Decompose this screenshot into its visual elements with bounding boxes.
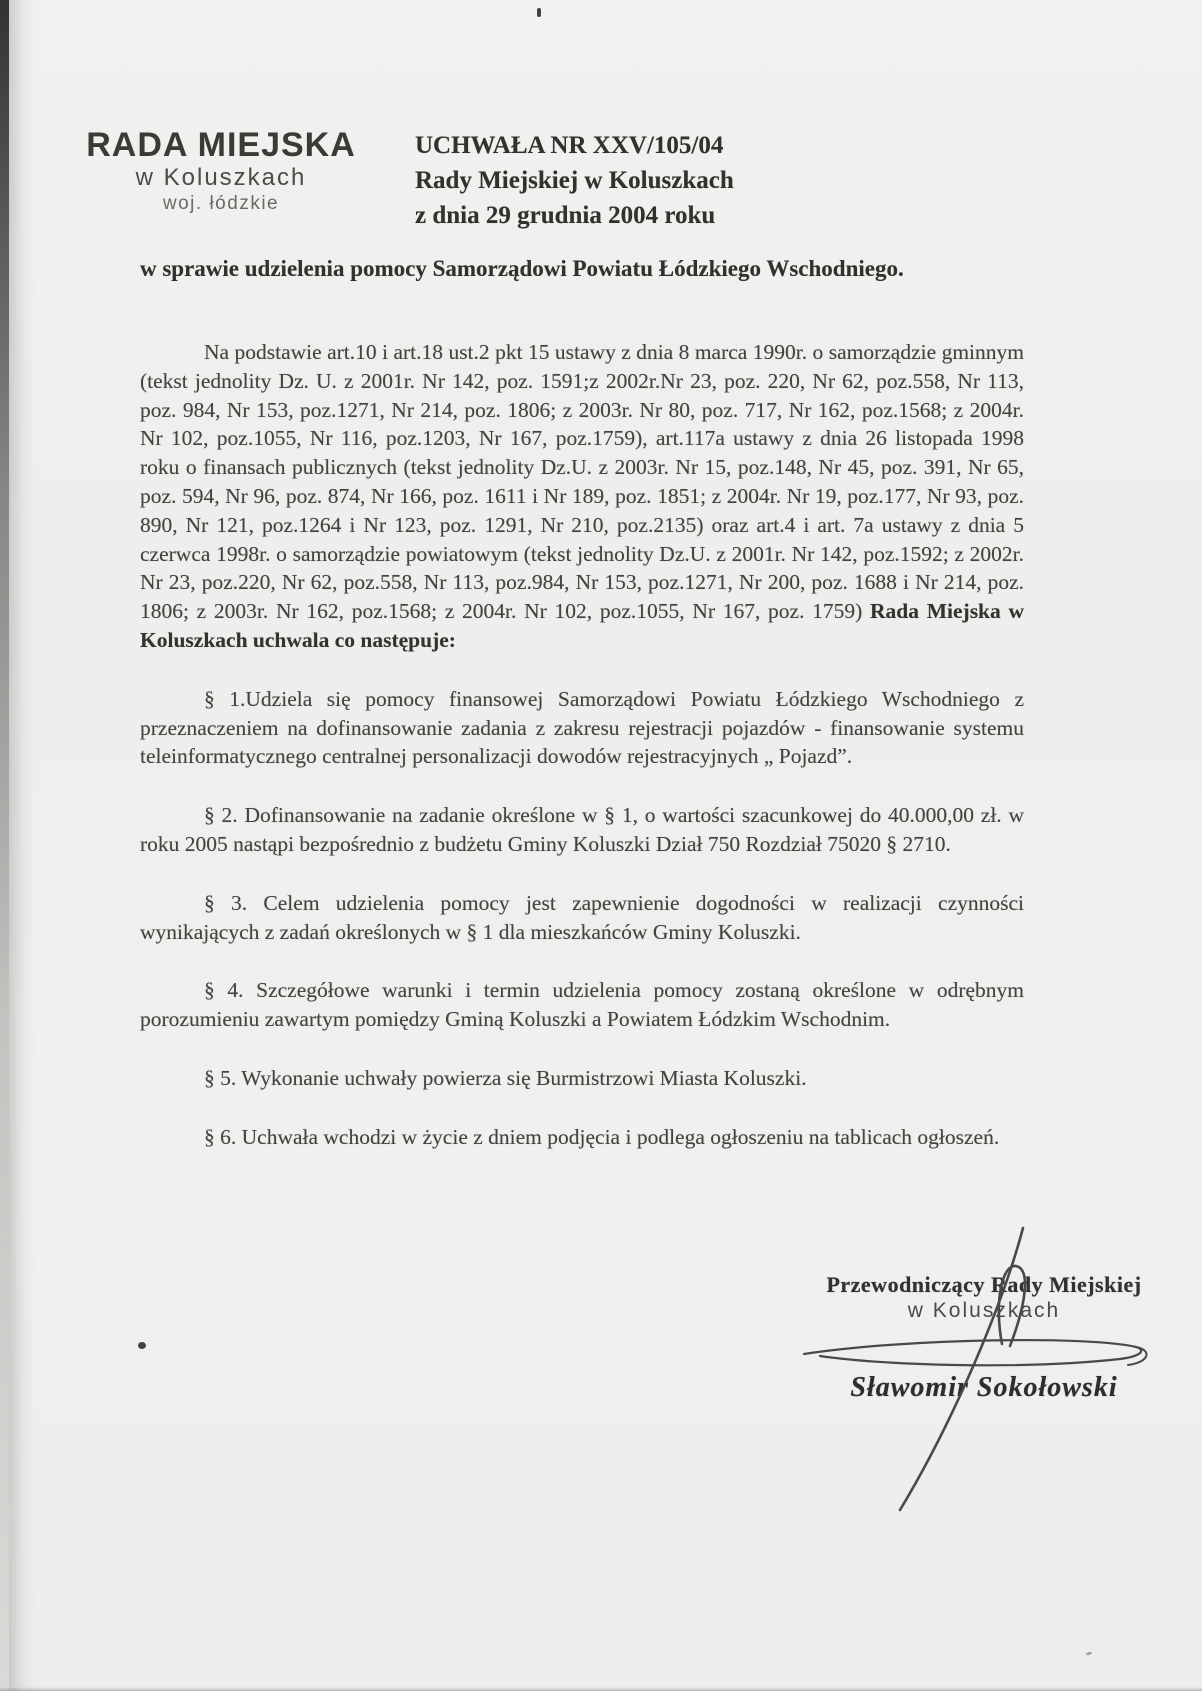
paragraph-3: § 3. Celem udzielenia pomocy jest zapewnienie dogodności w realizacji czynności wynikających z zadań określonych w § 1 dla mieszkańców Gminy Koluszki. <box>140 890 1024 944</box>
resolution-subject: w sprawie udzielenia pomocy Samorządowi Powiatu Łódzkiego Wschodniego. <box>140 256 904 281</box>
scan-speck <box>1086 1651 1093 1656</box>
signer-role-stamp: Przewodniczący Rady Miejskiej <box>826 1272 1142 1297</box>
paragraph-6: § 6. Uchwała wchodzi w życie z dniem podjęcia i podlega ogłoszeniu na tablicach ogłoszeń. <box>204 1124 1000 1149</box>
preamble-enacting-clause: Rada Miejska w Koluszkach uchwala co następuje: <box>140 599 1024 652</box>
resolution-date: z dnia 29 grudnia 2004 roku <box>415 202 716 229</box>
preamble-legal-basis: Na podstawie art.10 i art.18 ust.2 pkt 15 ustawy z dnia 8 marca 1990r. o samorządzie gminnym (tekst jednolity Dz. U. z 2001r. Nr 142, poz. 1591;z 2002r.Nr 23, poz. 220, Nr 62, poz.558, Nr 113, poz. 984, Nr 153, poz.1271, Nr 214, poz. 1806; z 2003r. Nr 80, poz. 717, Nr 162, poz.1568; z 2004r. Nr 102, poz.1055, Nr 116, poz.1203, Nr 167, poz.1759), art.117a ustawy z dnia 26 listopada 1998 roku o finansach publicznych (tekst jednolity Dz.U. z 2003r. Nr 15, poz.148, Nr 45, poz. 391, Nr 65, poz. 594, Nr 96, poz. 874, Nr 166, poz. 1611 i Nr 189, poz. 1851; z 2004r. Nr 19, poz.177, Nr 93, poz. 890, Nr 121, poz.1264 i Nr 123, poz. 1291, Nr 210, poz.2135) oraz art.4 i art. 7a ustawy z dnia 5 czerwca 1998r. o samorządzie powiatowym (tekst jednolity Dz.U. z 2001r. Nr 142, poz.1592; z 2002r. Nr 23, poz.220, Nr 62, poz.558, Nr 113, poz.984, Nr 153, poz.1271, Nr 200, poz. 1688 i Nr 214, poz. 1806; z 2003r. Nr 162, poz.1568; z 2004r. Nr 102, poz.1055, Nr 167, poz. 1759) <box>140 340 1024 624</box>
scan-speck <box>537 8 541 17</box>
paragraph-4: § 4. Szczegółowe warunki i termin udzielenia pomocy zostaną określone w odrębnym porozumieniu zawartym pomiędzy Gminą Koluszki a Powiatem Łódzkim Wschodnim. <box>140 978 1024 1032</box>
signer-name-stamp: Sławomir Sokołowski <box>850 1372 1118 1403</box>
resolution-body <box>140 338 1024 1182</box>
scan-edge-shadow-soft <box>9 0 35 1691</box>
resolution-title <box>415 128 835 233</box>
stamp-org-city: w Koluszkach <box>135 164 307 191</box>
paragraph-1: § 1.Udziela się pomocy finansowej Samorządowi Powiatu Łódzkiego Wschodniego z przeznaczeniem na dofinansowanie zadania z zakresu rejestracji pojazdów - finansowanie systemu teleinformatycznego centralnej personalizacji dowodów rejestracyjnych „ Pojazd”. <box>140 686 1024 769</box>
handwritten-signature <box>790 1222 1190 1522</box>
paragraph-2: § 2. Dofinansowanie na zadanie określone w § 1, o wartości szacunkowej do 40.000,00 zł. w roku 2005 nastąpi bezpośrednio z budżetu Gminy Koluszki Dział 750 Rozdział 75020 § 2710. <box>140 803 1024 856</box>
preamble-paragraph <box>140 338 1024 655</box>
stamp-org-voivodeship: woj. łódzkie <box>162 193 280 214</box>
council-header-stamp <box>86 126 356 216</box>
scan-bottom-shadow <box>0 1687 1202 1691</box>
paragraph-5: § 5. Wykonanie uchwały powierza się Burmistrzowi Miasta Koluszki. <box>204 1065 807 1090</box>
scan-speck <box>138 1342 146 1349</box>
scan-edge-shadow <box>0 0 9 1691</box>
stamp-org-name: RADA MIEJSKA <box>86 126 356 164</box>
signer-role-city-stamp: w Koluszkach <box>907 1299 1061 1322</box>
resolution-issuer: Rady Miejskiej w Koluszkach <box>415 167 734 194</box>
resolution-number: UCHWAŁA NR XXV/105/04 <box>415 132 724 159</box>
